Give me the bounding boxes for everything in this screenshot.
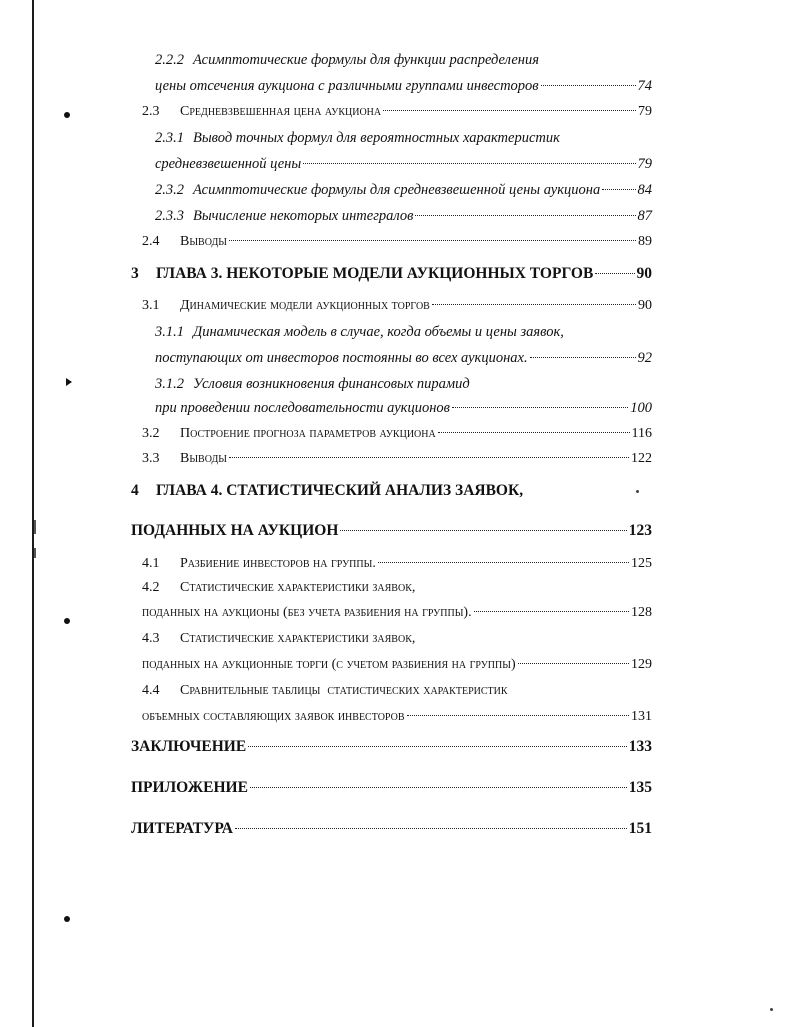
toc-chapter-title: ЗАКЛЮЧЕНИЕ	[131, 738, 247, 755]
toc-entry-4-4	[142, 683, 508, 699]
toc-page-number: 123	[628, 522, 652, 539]
leader-dots	[595, 273, 634, 274]
leader-dots	[474, 611, 629, 612]
toc-entry-3-1-2	[155, 376, 470, 393]
toc-number: 3	[131, 265, 139, 282]
toc-title: Выводы	[180, 451, 227, 466]
leader-dots	[250, 787, 627, 788]
toc-entry-3-2	[142, 426, 652, 442]
toc-page-number: 116	[631, 426, 652, 441]
toc-title: Средневзвешенная цена аукциона	[180, 104, 382, 119]
toc-title-line: Статистические характеристики заявок,	[180, 631, 416, 646]
toc-number: 4.2	[142, 580, 160, 595]
toc-title-line: поступающих от инвесторов постоянны во всех аукционах.	[155, 350, 528, 366]
toc-page-number: 84	[637, 182, 652, 198]
toc-page-number: 90	[636, 265, 652, 282]
toc-entry-3-3	[142, 451, 652, 467]
toc-number: 2.3	[142, 104, 160, 119]
toc-entry-3-1-1-cont	[155, 350, 652, 367]
toc-entry-2-2-2	[155, 52, 539, 69]
scan-speck	[636, 490, 639, 493]
toc-number: 3.1.2	[155, 376, 184, 392]
toc-title-line: цены отсечения аукциона с различными группами инвесторов	[155, 78, 539, 94]
toc-chapter-title-line: ПОДАННЫХ НА АУКЦИОН	[131, 522, 339, 539]
toc-number: 2.3.1	[155, 130, 184, 146]
toc-page-number: 92	[637, 350, 652, 366]
toc-page-number: 128	[631, 605, 652, 620]
toc-number: 3.3	[142, 451, 160, 466]
toc-title-line: средневзвешенной цены	[155, 156, 302, 172]
toc-page-number: 129	[631, 657, 652, 672]
toc-number: 4.1	[142, 556, 160, 571]
toc-number: 2.3.2	[155, 182, 184, 198]
leader-dots	[432, 304, 636, 305]
toc-page-number: 133	[628, 738, 652, 755]
toc-title: Вычисление некоторых интегралов	[193, 208, 414, 224]
scan-dot-mark	[64, 112, 70, 118]
toc-title-line: Статистические характеристики заявок,	[180, 580, 416, 595]
leader-dots	[530, 357, 636, 358]
toc-page-number: 79	[638, 104, 652, 119]
toc-title-line: объемных составляющих заявок инвесторов	[142, 709, 405, 724]
leader-dots	[229, 457, 629, 458]
scan-triangle-mark	[66, 378, 72, 386]
toc-number: 2.4	[142, 234, 160, 249]
scan-edge-tick	[34, 548, 36, 558]
toc-page-number: 135	[628, 779, 652, 796]
leader-dots	[383, 110, 636, 111]
toc-number: 3.1	[142, 298, 160, 313]
toc-number: 4.4	[142, 683, 160, 698]
leader-dots	[248, 746, 627, 747]
toc-number: 3.1.1	[155, 324, 184, 340]
toc-page-number: 122	[631, 451, 652, 466]
toc-chapter-title: ЛИТЕРАТУРА	[131, 820, 233, 837]
leader-dots	[235, 828, 627, 829]
toc-appendix	[131, 779, 652, 797]
toc-number: 2.2.2	[155, 52, 184, 68]
toc-entry-2-3-3	[155, 208, 652, 225]
toc-entry-2-4	[142, 234, 652, 250]
toc-page-number: 79	[637, 156, 652, 172]
leader-dots	[340, 530, 626, 531]
toc-title: Динамические модели аукционных торгов	[180, 298, 430, 313]
toc-entry-2-3-1-cont	[155, 156, 652, 173]
leader-dots	[438, 432, 630, 433]
toc-title: Асимптотические формулы для средневзвешенной цены аукциона	[193, 182, 601, 198]
toc-title-line: Вывод точных формул для вероятностных характеристик	[193, 130, 560, 146]
toc-entry-2-3-2	[155, 182, 652, 199]
toc-page-number: 100	[630, 400, 652, 416]
toc-page-number: 125	[631, 556, 652, 571]
toc-page-number: 131	[631, 709, 652, 724]
toc-number: 4	[131, 482, 139, 499]
toc-entry-4-2-cont	[142, 605, 652, 621]
leader-dots	[541, 85, 636, 86]
toc-entry-4-2	[142, 580, 415, 596]
toc-title-line: Асимптотические формулы для функции распределения	[193, 52, 539, 68]
toc-number: 2.3.3	[155, 208, 184, 224]
toc-entry-4-1	[142, 556, 652, 572]
toc-chapter-3	[131, 265, 652, 283]
toc-entry-2-2-2-cont	[155, 78, 652, 95]
toc-entry-4-3-cont	[142, 657, 652, 673]
scan-speck	[770, 1008, 773, 1011]
toc-page-number: 74	[637, 78, 652, 94]
scan-edge-tick	[34, 520, 36, 534]
scan-dot-mark	[64, 618, 70, 624]
leader-dots	[303, 163, 635, 164]
toc-chapter-4-cont	[131, 522, 652, 540]
toc-entry-4-3	[142, 631, 415, 647]
leader-dots	[415, 215, 635, 216]
toc-entry-3-1	[142, 298, 652, 314]
toc-title: Построение прогноза параметров аукциона	[180, 426, 436, 441]
toc-chapter-title: ПРИЛОЖЕНИЕ	[131, 779, 248, 796]
leader-dots	[229, 240, 636, 241]
toc-chapter-title: ГЛАВА 3. НЕКОТОРЫЕ МОДЕЛИ АУКЦИОННЫХ ТОРГОВ	[156, 265, 594, 282]
toc-title-line: Условия возникновения финансовых пирамид	[193, 376, 470, 392]
leader-dots	[378, 562, 629, 563]
toc-title: Выводы	[180, 234, 227, 249]
toc-page-number: 89	[638, 234, 652, 249]
toc-entry-2-3	[142, 104, 652, 120]
toc-page-number: 90	[638, 298, 652, 313]
scan-edge-line	[32, 0, 34, 1027]
toc-chapter-title-line: ГЛАВА 4. СТАТИСТИЧЕСКИЙ АНАЛИЗ ЗАЯВОК,	[156, 482, 524, 499]
toc-title-line: при проведении последовательности аукционов	[155, 400, 450, 416]
toc-entry-3-1-2-cont	[155, 400, 652, 417]
toc-conclusion	[131, 738, 652, 756]
toc-title-line: поданных на аукционы (без учета разбиения на группы).	[142, 605, 472, 620]
toc-title-line: Динамическая модель в случае, когда объемы и цены заявок,	[193, 324, 564, 340]
toc-literature	[131, 820, 652, 838]
toc-title-line: Сравнительные таблицы статистических характеристик	[180, 683, 508, 698]
leader-dots	[407, 715, 629, 716]
toc-entry-4-4-cont	[142, 709, 652, 725]
toc-number: 3.2	[142, 426, 160, 441]
leader-dots	[452, 407, 628, 408]
toc-chapter-4	[131, 482, 523, 500]
toc-entry-3-1-1	[155, 324, 564, 341]
toc-page-number: 87	[637, 208, 652, 224]
toc-title-line: поданных на аукционные торги (с учетом разбиения на группы)	[142, 657, 516, 672]
leader-dots	[602, 189, 635, 190]
leader-dots	[518, 663, 629, 664]
toc-entry-2-3-1	[155, 130, 560, 147]
toc-page-number: 151	[628, 820, 652, 837]
scan-dot-mark	[64, 916, 70, 922]
toc-title: Разбиение инвесторов на группы.	[180, 556, 376, 571]
toc-number: 4.3	[142, 631, 160, 646]
